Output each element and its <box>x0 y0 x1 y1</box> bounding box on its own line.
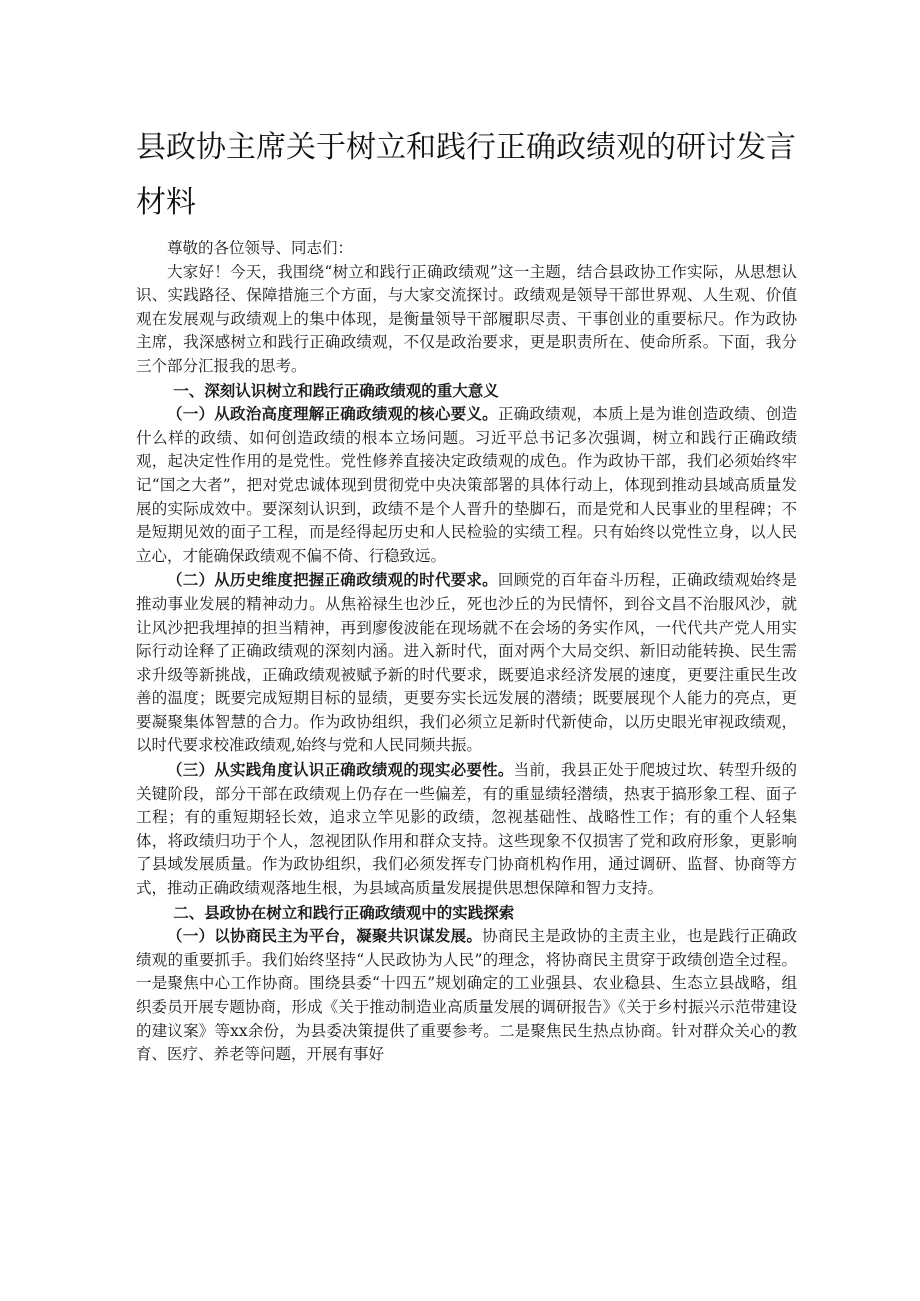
section1-paragraph-1 <box>136 402 797 568</box>
intro-paragraph: 大家好！今天，我围绕“树立和践行正确政绩观”这一主题，结合县政协工作实际，从思想认识、实践路径、保障措施三个方面，与大家交流探讨。政绩观是领导干部世界观、人生观、价值观在发展观与政绩观上的集中体现，是衡量领导干部履职尽责、干事创业的重要标尺。作为政协主席，我深感树立和践行正确政绩观，不仅是政治要求，更是职责所在、使命所系。下面，我分三个部分汇报我的思考。 <box>136 262 797 375</box>
section2-p1-text: 协商民主是政协的主责主业，也是践行正确政绩观的重要抓手。我们始终坚持“人民政协为人民”的理念，将协商民主贯穿于政绩创造全过程。一是聚焦中心工作协商。围绕县委“十四五”规划确定的工业强县、农业稳县、生态立县战略，组织委员开展专题协商，形成《关于推动制造业高质量发展的调研报告》《关于乡村振兴示范带建设的建议案》等xx余份，为县委决策提供了重要参考。二是聚焦民生热点协商。针对群众关心的教育、医疗、养老等问题，开展有事好 <box>136 927 797 1064</box>
section2-paragraph-1 <box>136 924 797 1067</box>
section1-p2-lead: （二）从历史维度把握正确政绩观的时代要求。 <box>167 570 498 590</box>
section1-p2-text: 回顾党的百年奋斗历程，正确政绩观始终是推动事业发展的精神动力。从焦裕禄生也沙丘，死也沙丘的为民情怀，到谷文昌不治服风沙，就让风沙把我埋掉的担当精神，再到廖俊波能在现场就不在会场的务实作风，一代代共产党人用实际行动诠释了正确政绩观的深刻内涵。进入新时代，面对两个大局交织、新旧动能转换、民生需求升级等新挑战，正确政绩观被赋予新的时代要求，既要追求经济发展的速度，更要注重民生改善的温度；既要完成短期目标的显绩，更要夯实长远发展的潜绩；既要展现个人能力的亮点，更要凝聚集体智慧的合力。作为政协组织，我们必须立足新时代新使命，以历史眼光审视政绩观，以时代要求校准政绩观,始终与党和人民同频共振。 <box>136 571 797 755</box>
section1-p1-lead: （一）从政治高度理解正确政绩观的核心要义。 <box>167 404 498 424</box>
section1-p1-text: 正确政绩观，本质上是为谁创造政绩、创造什么样的政绩、如何创造政绩的根本立场问题。习近平总书记多次强调，树立和践行正确政绩观，起决定性作用的是党性。党性修养直接决定政绩观的成色。作为政协干部，我们必须始终牢记“国之大者”，把对党忠诚体现到贯彻党中央决策部署的具体行动上，体现到推动县域高质量发展的实际成效中。要深刻认识到，政绩不是个人晋升的垫脚石，而是党和人民事业的里程碑；不是短期见效的面子工程，而是经得起历史和人民检验的实绩工程。只有始终以党性立身，以人民立心，才能确保政绩观不偏不倚、行稳致远。 <box>136 405 797 565</box>
section1-paragraph-2 <box>136 568 797 758</box>
document-body <box>136 237 797 1067</box>
salutation: 尊敬的各位领导、同志们： <box>167 239 354 257</box>
section2-heading: 二、县政协在树立和践行正确政绩观中的实践探索 <box>173 902 515 922</box>
section1-paragraph-3 <box>136 758 797 901</box>
section2-p1-lead: （一）以协商民主为平台，凝聚共识谋发展。 <box>167 926 483 946</box>
document-title: 县政协主席关于树立和践行正确政绩观的研讨发言材料 <box>136 130 796 220</box>
section1-p3-text: 当前，我县正处于爬坡过坎、转型升级的关键阶段，部分干部在政绩观上仍存在一些偏差，有的重显绩轻潜绩，热衷于搞形象工程、面子工程；有的重短期轻长效，追求立竿见影的政绩，忽视基础性、战略性工作；有的重个人轻集体，将政绩归功于个人，忽视团队作用和群众支持。这些现象不仅损害了党和政府形象，更影响了县域发展质量。作为政协组织，我们必须发挥专门协商机构作用，通过调研、监督、协商等方式，推动正确政绩观落地生根，为县域高质量发展提供思想保障和智力支持。 <box>136 761 797 898</box>
section1-p3-lead: （三）从实践角度认识正确政绩观的现实必要性。 <box>167 760 514 780</box>
section1-heading: 一、深刻认识树立和践行正确政绩观的重大意义 <box>173 380 499 400</box>
